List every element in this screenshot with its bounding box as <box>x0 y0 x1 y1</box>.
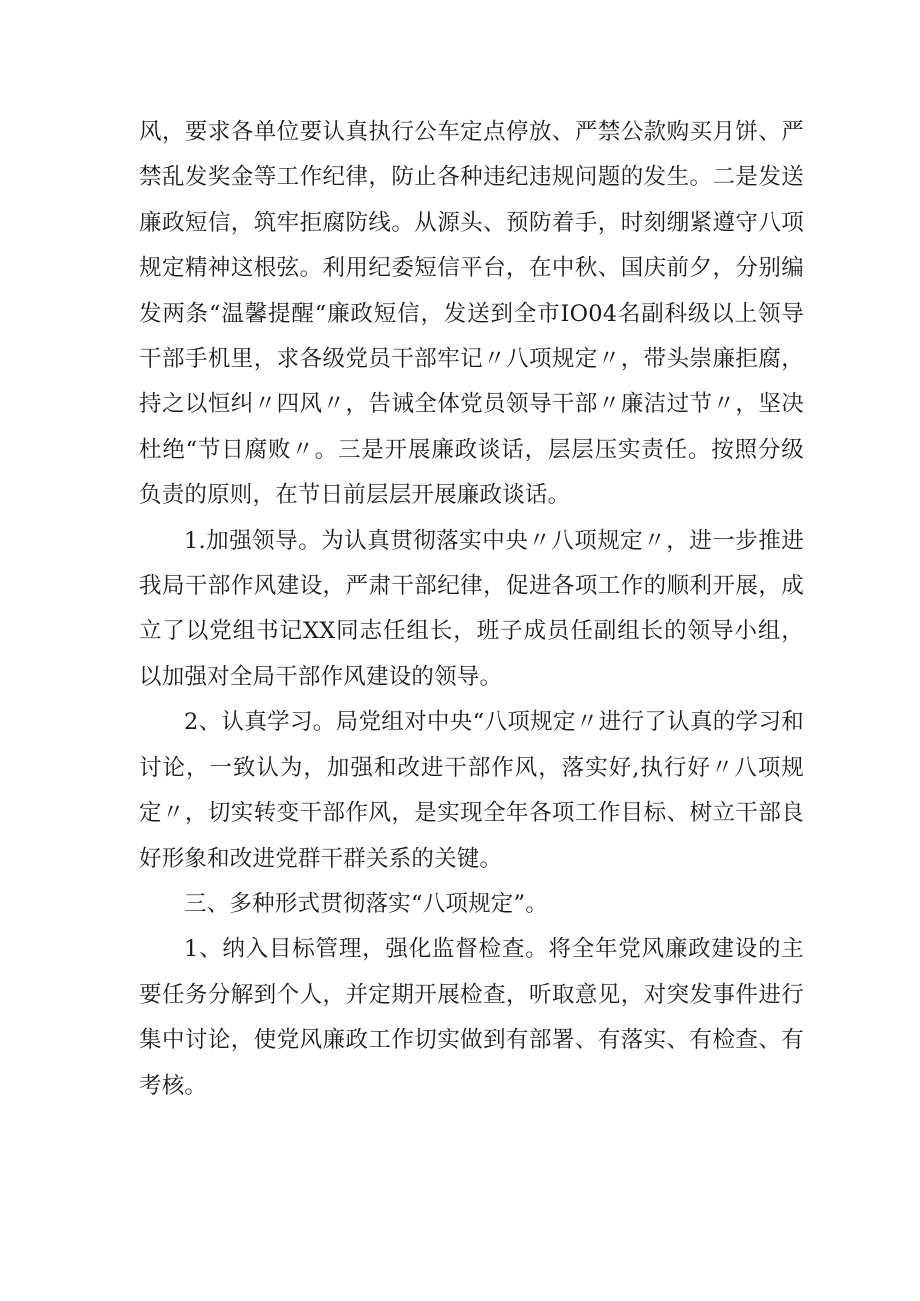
section-heading-three: 三、多种形式贯彻落实“八项规定”。 <box>184 890 548 917</box>
paragraph-earnest-study: 2、认真学习。局党组对中央“八项规定〃进行了认真的学习和讨论，一致认为，加强和改进干部作风，落实好,执行好〃八项规定〃，切实转变干部作风，是实现全年各项工作目标、树立干部良好形象和改进党群干群关系的关键。 <box>139 709 804 872</box>
paragraph-continuation: 风，要求各单位要认真执行公车定点停放、严禁公款购买月饼、严禁乱发奖金等工作纪律，防止各种违纪违规问题的发生。二是发送廉政短信，筑牢拒腐防线。从源头、预防着手，时刻绷紧遵守八项规定精神这根弦。利用纪委短信平台，在中秋、国庆前夕，分别编发两条“温馨提醒“廉政短信，发送到全市IO04名副科级以上领导干部手机里，求各级党员干部牢记〃八项规定〃，带头崇廉拒腐，持之以恒纠〃四风〃，告诫全体党员领导干部〃廉洁过节〃，坚决杜绝“节日腐败〃。三是开展廉政谈话，层层压实责任。按照分级负责的原则，在节日前层层开展廉政谈话。 <box>139 119 804 509</box>
paragraph-target-management: 1、纳入目标管理，强化监督检查。将全年党风廉政建设的主要任务分解到个人，并定期开展检查，听取意见，对突发事件进行集中讨论，使党风廉政工作切实做到有部署、有落实、有检查、有考核。 <box>139 936 804 1099</box>
document-page <box>139 110 804 1109</box>
paragraph-strengthen-leadership: 1.加强领导。为认真贯彻落实中央〃八项规定〃，进一步推进我局干部作风建设，严肃干部纪律，促进各项工作的顺利开展，成立了以党组书记XX同志任组长，班子成员任副组长的领导小组，以加强对全局干部作风建设的领导。 <box>139 527 804 690</box>
